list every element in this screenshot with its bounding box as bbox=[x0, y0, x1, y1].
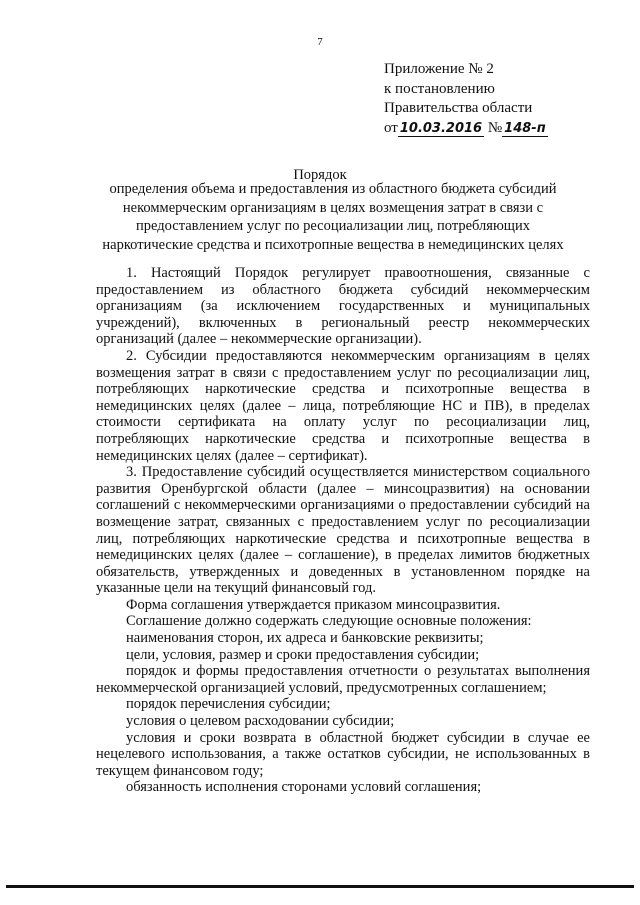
appendix-line-2: к постановлению bbox=[384, 80, 495, 97]
number-sign: № bbox=[487, 119, 503, 136]
list-item-obligation: обязанность исполнения сторонами условий соглашения; bbox=[126, 779, 482, 796]
appendix-line-1: Приложение № 2 bbox=[384, 61, 494, 77]
paragraph-agreement-form: Форма соглашения утверждается приказом минсоцразвития. bbox=[126, 596, 501, 613]
document-subtitle: определения объема и предоставления из областного бюджета субсидий некоммерческим организациям в целях возмещения затрат в связи с предоставлением услуг по ресоциализации лиц, потребляющих наркотические средства и психотропные вещества в немедицинских целях bbox=[102, 181, 564, 253]
paragraph-agreement-contents: Соглашение должно содержать следующие основные положения: bbox=[126, 613, 532, 630]
paragraph-2: 2. Субсидии предоставляются некоммерческим организациям в целях возмещения затрат в связи с предоставлением услуг по ресоциализации лиц, потребляющих наркотические средства и психотропные вещества в немедицинских целях (далее – лица, потребляющие НС и ПВ), в пределах стоимости сертификата на оплату услуг по ресоциализации лиц, потребляющих наркотические средства и психотропные вещества в немедицинских целях (далее – сертификат). bbox=[96, 347, 590, 464]
list-item-goals: цели, условия, размер и сроки предоставления субсидии; bbox=[126, 646, 480, 663]
paragraph-1: 1. Настоящий Порядок регулирует правоотношения, связанные с предоставлением из областного бюджета субсидий некоммерческим организациям (за исключением государственных и муниципальных учреждений), включенных в региональный реестр некоммерческих организаций (далее – некоммерческие организации). bbox=[96, 265, 590, 348]
list-item-parties: наименования сторон, их адреса и банковские реквизиты; bbox=[126, 630, 484, 647]
list-item-transfer: порядок перечисления субсидии; bbox=[126, 696, 331, 713]
appendix-line-3: Правительства области bbox=[384, 100, 533, 116]
appendix-block bbox=[384, 60, 548, 138]
paragraph-3: 3. Предоставление субсидий осуществляется министерством социального развития Оренбургской области (далее – минсоцразвития) на основании соглашений с некоммерческими организациями о предоставлении субсидий на возмещение затрат, связанных с предоставлением услуг по ресоциализации лиц, потребляющих наркотические средства и психотропные вещества в немедицинских целях (далее – соглашение), в пределах лимитов бюджетных обязательств, утвержденных и доведенных в установленном порядке на указанные цели на текущий финансовый год. bbox=[96, 464, 590, 597]
handwritten-number: 148-п bbox=[504, 120, 546, 136]
list-item-refund: условия и сроки возврата в областной бюджет субсидии в случае ее нецелевого использования, а также остатков субсидии, не использованных в текущем финансовом году; bbox=[96, 729, 590, 779]
list-item-targeted-use: условия о целевом расходовании субсидии; bbox=[126, 713, 395, 730]
document-body bbox=[96, 265, 590, 796]
bottom-border-line bbox=[6, 885, 634, 888]
date-prefix: от bbox=[384, 119, 398, 136]
page-number: 7 bbox=[317, 36, 323, 48]
appendix-date-line bbox=[384, 119, 548, 139]
list-item-reporting: порядок и формы предоставления отчетности о результатах выполнения некоммерческой организацией условий, предусмотренных соглашением; bbox=[96, 663, 590, 696]
handwritten-date: 10.03.2016 bbox=[399, 120, 483, 136]
document-title: Порядок bbox=[293, 167, 347, 183]
